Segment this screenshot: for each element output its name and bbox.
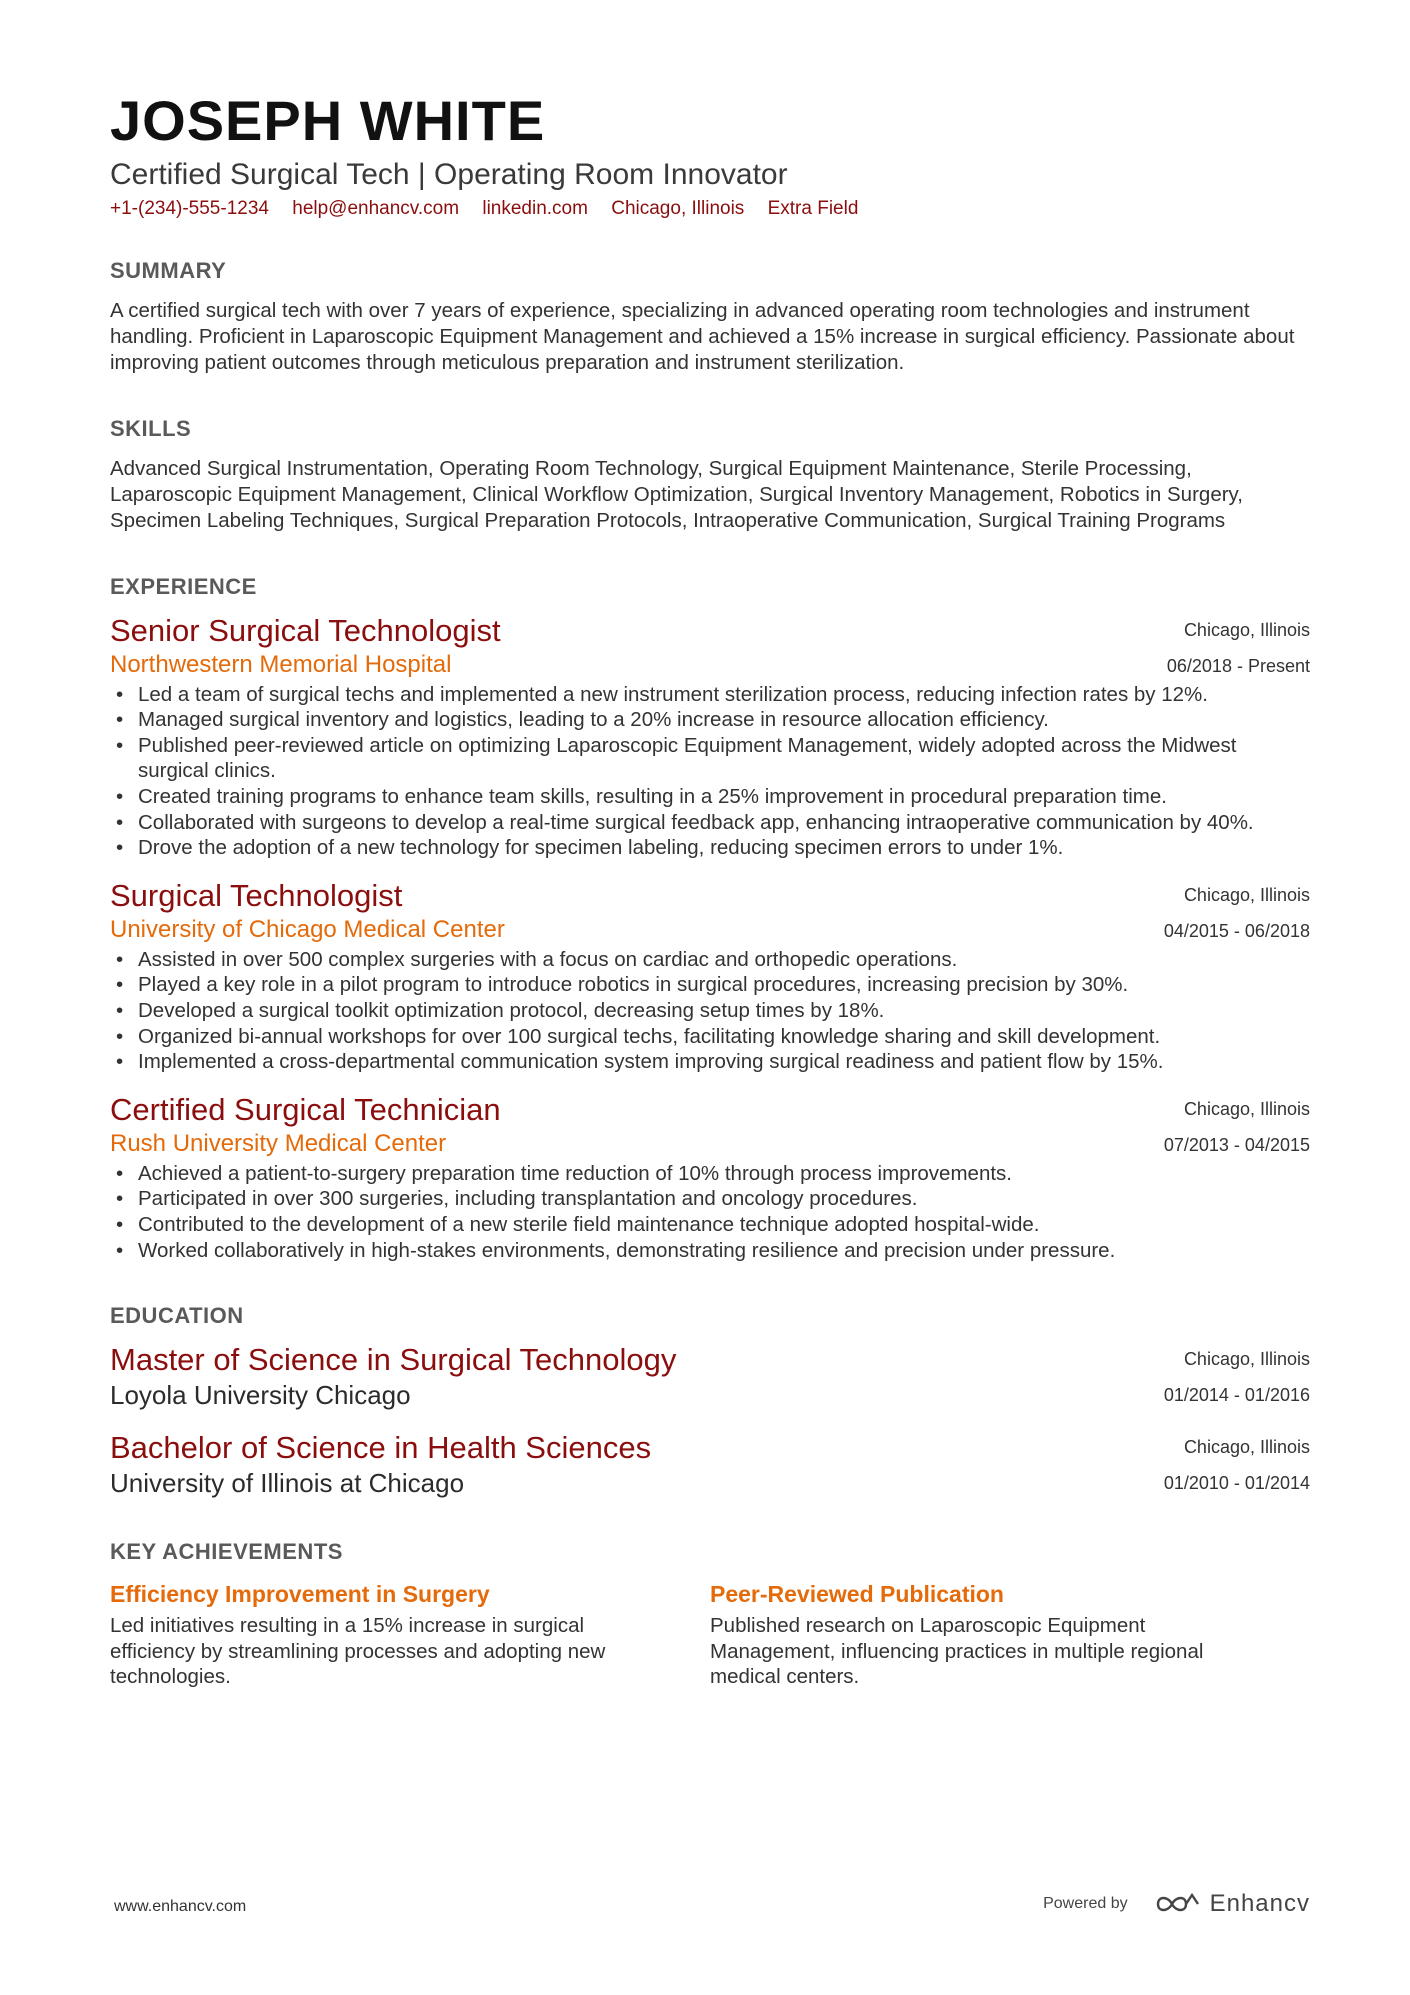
brand-name: Enhancv — [1209, 1890, 1310, 1917]
resume-page — [110, 90, 1310, 1690]
bullet: • Created training programs to enhance team skills, resulting in a 25% improvement in procedural preparation time. — [138, 784, 1310, 810]
education-dates: 01/2010 - 01/2014 — [1163, 1473, 1310, 1494]
education-meta — [1164, 1341, 1310, 1413]
job-company: Rush University Medical Center — [110, 1129, 447, 1157]
achievement-title: Peer-Reviewed Publication — [710, 1581, 1004, 1608]
enhancv-logo-icon — [1154, 1891, 1202, 1917]
degree: Master of Science in Surgical Technology — [110, 1342, 677, 1378]
experience-item — [110, 1091, 1310, 1263]
achievement-text: Led initiatives resulting in a 15% increase in surgical efficiency by streamlining processes and adopting new technologies. — [110, 1614, 606, 1689]
summary-text: A certified surgical tech with over 7 years of experience, specializing in advanced operating room technologies and instrument handling. Proficient in Laparoscopic Equipment Management and achieved a 15% increase in surgical efficiency. Passionate about improving patient outcomes through meticulous preparation and instrument sterilization. — [110, 298, 1295, 374]
education-dates: 01/2014 - 01/2016 — [1163, 1385, 1310, 1406]
achievements-grid — [110, 1579, 1310, 1690]
job-company: Northwestern Memorial Hospital — [110, 650, 452, 678]
job-meta — [1164, 1091, 1310, 1163]
achievement-title: Efficiency Improvement in Surgery — [110, 1581, 490, 1608]
footer-branding — [1043, 1890, 1310, 1918]
education-location: Chicago, Illinois — [1183, 1349, 1310, 1370]
contact-row — [110, 198, 1310, 220]
skills-heading: SKILLS — [110, 415, 192, 441]
job-title: Senior Surgical Technologist — [110, 612, 501, 648]
powered-by-label: Powered by — [1043, 1895, 1128, 1912]
bullet: • Managed surgical inventory and logistics, leading to a 20% increase in resource allocation efficiency. — [138, 707, 1310, 733]
bullet: • Participated in over 300 surgeries, including transplantation and oncology procedures. — [138, 1186, 1310, 1212]
bullet: • Organized bi-annual workshops for over 100 surgical techs, facilitating knowledge sharing and skill development. — [138, 1024, 1310, 1050]
achievements-heading: KEY ACHIEVEMENTS — [110, 1539, 343, 1565]
candidate-name: JOSEPH WHITE — [110, 89, 546, 152]
job-location: Chicago, Illinois — [1183, 884, 1310, 905]
contact-phone[interactable]: +1-(234)-555-1234 — [110, 197, 269, 219]
contact-location: Chicago, Illinois — [611, 197, 745, 219]
bullet: • Played a key role in a pilot program to introduce robotics in surgical procedures, increasing precision by 30%. — [138, 972, 1310, 998]
bullet: • Published peer-reviewed article on optimizing Laparoscopic Equipment Management, widely adopted across the Midwest surgical clinics. — [138, 733, 1310, 784]
job-title: Certified Surgical Technician — [110, 1091, 501, 1127]
bullet: • Achieved a patient-to-surgery preparation time reduction of 10% through process improvements. — [138, 1161, 1310, 1187]
education-item — [110, 1429, 1310, 1499]
job-meta — [1164, 877, 1310, 949]
bullet: • Implemented a cross-departmental communication system improving surgical readiness and patient flow by 15%. — [138, 1049, 1310, 1075]
degree: Bachelor of Science in Health Sciences — [110, 1430, 652, 1466]
education-location: Chicago, Illinois — [1183, 1437, 1310, 1458]
job-title: Surgical Technologist — [110, 877, 403, 913]
job-location: Chicago, Illinois — [1183, 619, 1310, 640]
skills-text: Advanced Surgical Instrumentation, Operating Room Technology, Surgical Equipment Maintenance, Sterile Processing, Laparoscopic Equipment Management, Clinical Workflow Optimization, Surgical Inventory Management, Robotics in Surgery, Specimen Labeling Techniques, Surgical Preparation Protocols, Intraoperative Communication, Surgical Training Programs — [110, 456, 1243, 532]
job-bullets — [110, 947, 1310, 1075]
school: Loyola University Chicago — [110, 1380, 411, 1411]
experience-heading: EXPERIENCE — [110, 573, 257, 599]
contact-extra: Extra Field — [767, 197, 859, 219]
bullet: • Worked collaboratively in high-stakes environments, demonstrating resilience and precision under pressure. — [138, 1238, 1310, 1264]
achievement-item — [110, 1579, 710, 1690]
education-heading: EDUCATION — [110, 1303, 244, 1329]
achievement-text: Published research on Laparoscopic Equipment Management, influencing practices in multiple regional medical centers. — [710, 1614, 1204, 1689]
bullet: • Developed a surgical toolkit optimization protocol, decreasing setup times by 18%. — [138, 998, 1310, 1024]
school: University of Illinois at Chicago — [110, 1468, 465, 1499]
job-dates: 07/2013 - 04/2015 — [1163, 1134, 1310, 1155]
bullet: • Collaborated with surgeons to develop a real-time surgical feedback app, enhancing intraoperative communication by 40%. — [138, 810, 1310, 836]
bullet: • Drove the adoption of a new technology for specimen labeling, reducing specimen errors to under 1%. — [138, 835, 1310, 861]
bullet: • Assisted in over 500 complex surgeries with a focus on cardiac and orthopedic operations. — [138, 947, 1310, 973]
contact-linkedin[interactable]: linkedin.com — [482, 197, 588, 219]
achievement-item — [710, 1579, 1310, 1690]
job-meta — [1167, 612, 1310, 684]
contact-email[interactable]: help@enhancv.com — [292, 197, 460, 219]
footer-website[interactable]: www.enhancv.com — [114, 1898, 247, 1915]
bullet: • Contributed to the development of a new sterile field maintenance technique adopted hospital-wide. — [138, 1212, 1310, 1238]
job-bullets — [110, 682, 1310, 861]
job-bullets — [110, 1161, 1310, 1263]
experience-item — [110, 612, 1310, 861]
bullet: • Led a team of surgical techs and implemented a new instrument sterilization process, reducing infection rates by 12%. — [138, 682, 1310, 708]
job-location: Chicago, Illinois — [1183, 1098, 1310, 1119]
education-item — [110, 1341, 1310, 1411]
headline: Certified Surgical Tech | Operating Room Innovator — [110, 157, 788, 191]
summary-heading: SUMMARY — [110, 257, 227, 283]
job-dates: 06/2018 - Present — [1166, 655, 1310, 676]
education-meta — [1164, 1429, 1310, 1501]
experience-item — [110, 877, 1310, 1075]
job-dates: 04/2015 - 06/2018 — [1163, 920, 1310, 941]
job-company: University of Chicago Medical Center — [110, 915, 505, 943]
